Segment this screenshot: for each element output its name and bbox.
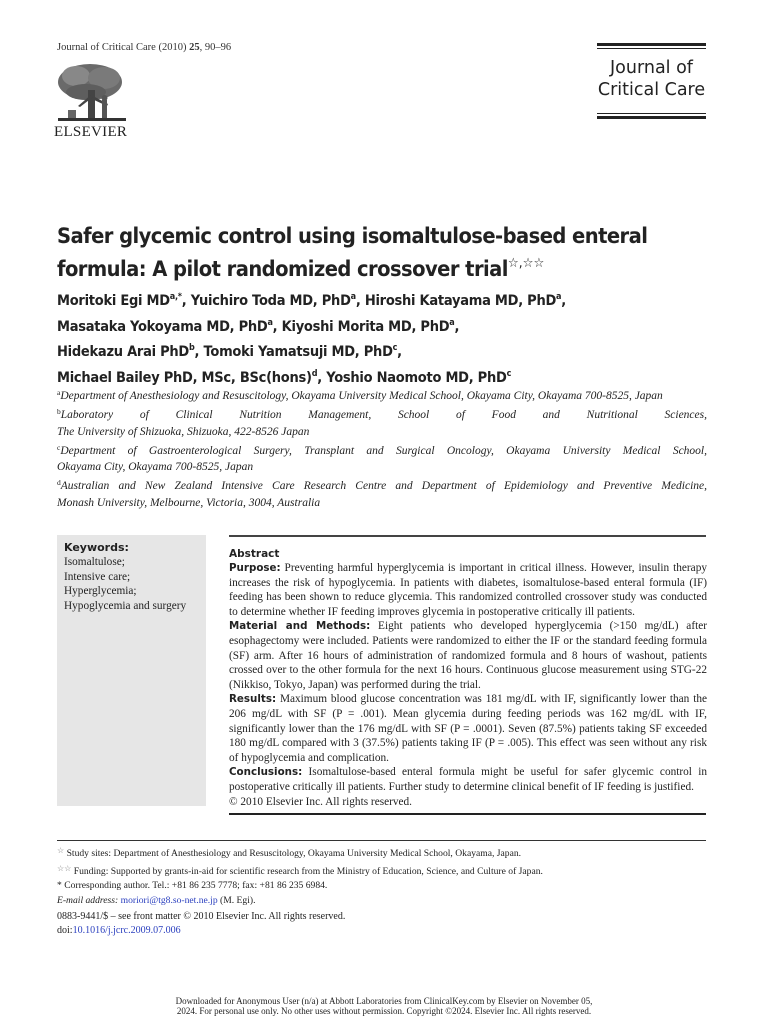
- author-name: Moritoki Egi MD: [57, 293, 170, 309]
- affiliation-b-cont: The University of Shizuoka, Shizuoka, 422-8526 Japan: [57, 425, 310, 438]
- footnote-rule: [57, 840, 706, 841]
- author-name: Yuichiro Toda MD, PhD: [190, 293, 351, 309]
- abstract-purpose: Purpose: Preventing harmful hyperglycemia is important in critical illness. However, insulin therapy increases the risk of hypoglycemia. In patients with diabetes, isomaltulose-based enteral formula (IF) feeding has been shown to reduce glycemia. This randomized controlled crossover study was conducted to determine whether IF feeding improves glycemia in postoperative critically ill patients.: [229, 562, 707, 618]
- affiliation-d-cont: Monash University, Melbourne, Victoria, 3004, Australia: [57, 496, 321, 509]
- keywords-box: [57, 535, 206, 806]
- abstract-heading: Abstract: [229, 548, 280, 560]
- email-link[interactable]: moriori@tg8.so-net.ne.jp: [120, 894, 218, 906]
- keyword: Hypoglycemia and surgery: [64, 599, 187, 612]
- journal-masthead: [597, 43, 706, 119]
- download-notice: Downloaded for Anonymous User (n/a) at Abbott Laboratories from ClinicalKey.com by Elsevier on November 05, 2024. For personal use only. No other uses without permission. Copyright ©2024. Elsevier Inc. All rights reserved.: [175, 996, 593, 1016]
- keyword: Intensive care;: [64, 570, 131, 583]
- affiliation-a: $^a$Department of Anesthesiology and Resuscitology, Okayama University Medical School, Okayama City, Okayama 700-8525, Japan: [57, 388, 663, 402]
- abstract-copyright: © 2010 Elsevier Inc. All rights reserved.: [229, 795, 413, 808]
- journal-citation: Journal of Critical Care (2010) 25, 90–96: [57, 42, 232, 53]
- double-star-icon: ☆☆: [57, 863, 72, 873]
- author-name: Hidekazu Arai PhD: [57, 344, 189, 360]
- affiliation-b: $^b$Laboratory of Clinical Nutrition Management, School of Food and Nutritional Sciences,: [57, 407, 707, 422]
- keyword: Isomaltulose;: [64, 556, 125, 568]
- issn-line: 0883-9441/$ – see front matter © 2010 Elsevier Inc. All rights reserved.: [57, 911, 346, 922]
- doi-line: doi:10.1016/j.jcrc.2009.07.006: [57, 924, 181, 936]
- abstract-conclusions: Conclusions: Isomaltulose-based enteral formula might be useful for safer glycemic control in postoperative critically ill patients. Further study to determine clinical benefit of IF feeding is justified.: [229, 766, 707, 793]
- publisher-logo-text: ELSEVIER: [54, 124, 128, 140]
- affiliation-c-cont: Okayama City, Okayama 700-8525, Japan: [57, 461, 254, 474]
- star-icon: ☆: [57, 846, 65, 855]
- abstract: [229, 547, 707, 809]
- footnote-email: E-mail address: moriori@tg8.so-net.ne.jp (M. Egi).: [57, 894, 256, 906]
- author-name: Tomoki Yamatsuji MD, PhD: [203, 344, 393, 360]
- front-matter: [57, 910, 345, 937]
- footnotes: [57, 844, 707, 908]
- abstract-top-rule: [229, 535, 706, 537]
- doi-link[interactable]: 10.1016/j.jcrc.2009.07.006: [72, 924, 181, 936]
- abstract-results: Results: Maximum blood glucose concentration was 181 mg/dL with IF, significantly lower than the 206 mg/dL with SF (P = .001). Mean glycemia during feeding periods was 162 mg/dL with IF, significantly lower than the 176 mg/dL with SF (P = .0001). Seven (87.5%) patients taking SF exceeded 180 mg/dL compared with 3 (37.5%) patients taking IF (P = .005). This effect was seen without any risk of hypoglycemia and complication.: [229, 693, 707, 764]
- keywords-heading: Keywords:: [64, 541, 129, 554]
- author-name: Yoshio Naomoto MD, PhD: [326, 369, 507, 386]
- author-list: Moritoki Egi $MD^{a,*}$, Yuichiro Toda MD, PhD$^a$, Hiroshi Katayama MD, PhD$^a$, Masataka Yokoyama MD, PhD$^a$, Kiyoshi Morita MD, PhD$^a$, Hidekazu Arai PhD$^b$, Tomoki Yamatsuji MD, PhD$^c$, Michael Bailey PhD, MSc, BSc(hons)$^d$, Yoshio Naomoto MD, PhD$^c$: [57, 292, 566, 386]
- author-name: Masataka Yokoyama MD, PhD: [57, 318, 268, 335]
- affiliation-c: $^c$Department of Gastroenterological Surgery, Transplant and Surgical Oncology, Okayama University Medical School,: [57, 442, 707, 457]
- affiliations: [57, 385, 707, 511]
- author-name: Kiyoshi Morita MD, PhD: [281, 318, 450, 335]
- keyword: Hyperglycemia;: [64, 585, 137, 598]
- article-title: Safer glycemic control using isomaltulose-based enteral formula: A pilot randomized crossover trial☆,☆☆: [57, 224, 648, 281]
- author-name: Michael Bailey PhD, MSc, BSc(hons): [57, 369, 312, 386]
- masthead-rule: [597, 113, 706, 114]
- title-footnote-marks[interactable]: ☆,☆☆: [507, 256, 545, 271]
- footnote-funding: ☆☆ Funding: Supported by grants-in-aid for scientific research from the Ministry of Education, Science, and Culture of Japan.: [57, 863, 543, 877]
- masthead-rule: [597, 48, 706, 49]
- journal-name: Journal of Critical Care: [597, 58, 706, 100]
- affiliation-d: $^d$Australian and New Zealand Intensive Care Research Centre and Department of Epidemiology and Preventive Medicine,: [57, 478, 707, 493]
- masthead-rule: [597, 43, 706, 46]
- footnote-corresponding: * Corresponding author. Tel.: +81 86 235 7778; fax: +81 86 235 6984.: [57, 880, 328, 891]
- abstract-bottom-rule: [229, 813, 706, 815]
- footnote-study-sites: ☆ Study sites: Department of Anesthesiology and Resuscitology, Okayama University Medical School, Okayama, Japan.: [57, 846, 522, 859]
- author-name: Hiroshi Katayama MD, PhD: [364, 293, 557, 309]
- masthead-rule: [597, 116, 706, 119]
- abstract-methods: Material and Methods: Eight patients who developed hyperglycemia (>150 mg/dL) after esophagectomy were included. Patients were randomized to either the IF or the standard feeding formula (SF) arm. After 16 hours of administration of randomized formula and 8 hours of washout, patients crossed over to the other formula for the next 16 hours. Continuous glucose measurement using STG-22 (Nikkiso, Tokyo, Japan) was performed during the trial.: [229, 620, 707, 691]
